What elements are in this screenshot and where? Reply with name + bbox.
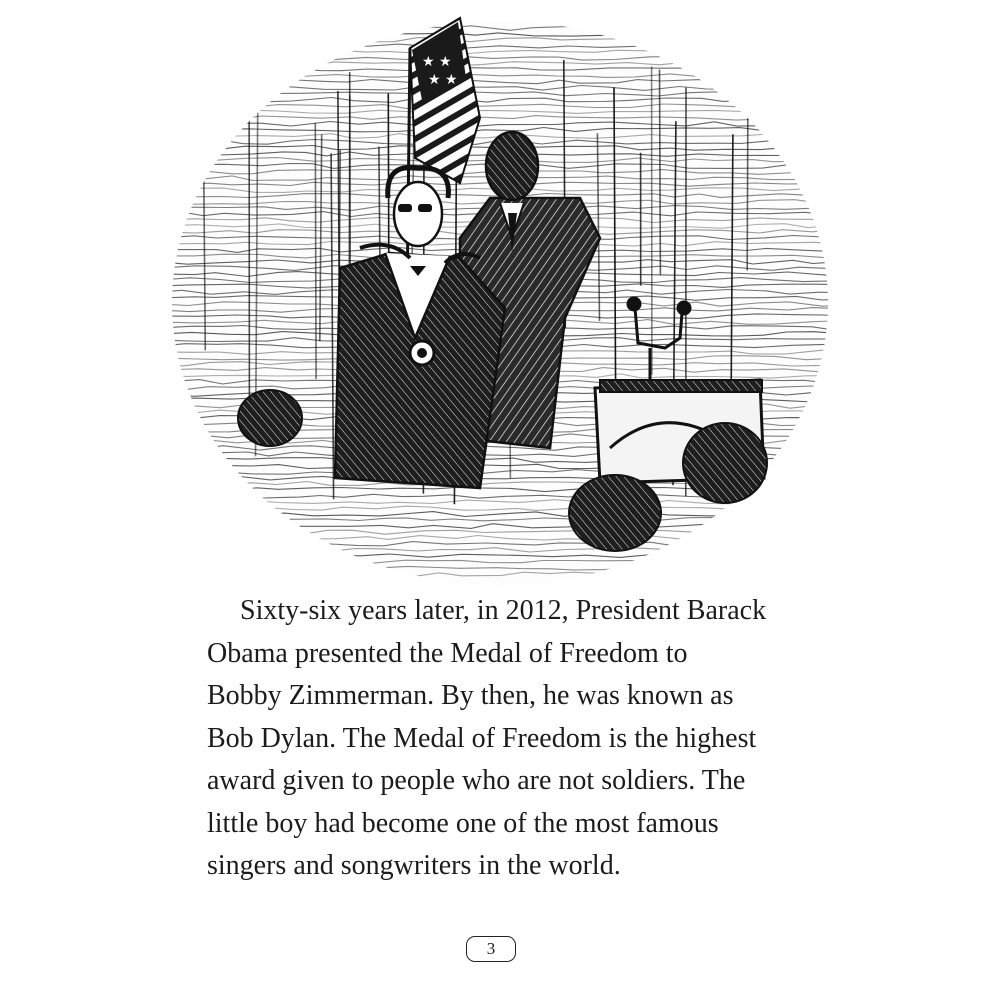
paragraph-line: singers and songwriters in the world.	[207, 850, 621, 881]
paragraph-line: Bob Dylan. The Medal of Freedom is the highest	[207, 722, 757, 754]
paragraph-line: Obama presented the Medal of Freedom to	[207, 637, 688, 669]
medal-ceremony-illustration	[160, 8, 840, 588]
paragraph-line: Bobby Zimmerman. By then, he was known as	[207, 680, 734, 711]
paragraph-line: award given to people who are not soldiers. The	[207, 765, 746, 796]
svg-text:★ ★: ★ ★	[422, 54, 452, 70]
page-number: 3	[466, 936, 516, 962]
paragraph-line: Sixty-six years later, in 2012, President Barack	[240, 595, 767, 626]
paragraph-line: little boy had become one of the most famous	[207, 807, 719, 839]
svg-text:★ ★: ★ ★	[428, 72, 458, 88]
body-paragraph	[207, 590, 797, 888]
